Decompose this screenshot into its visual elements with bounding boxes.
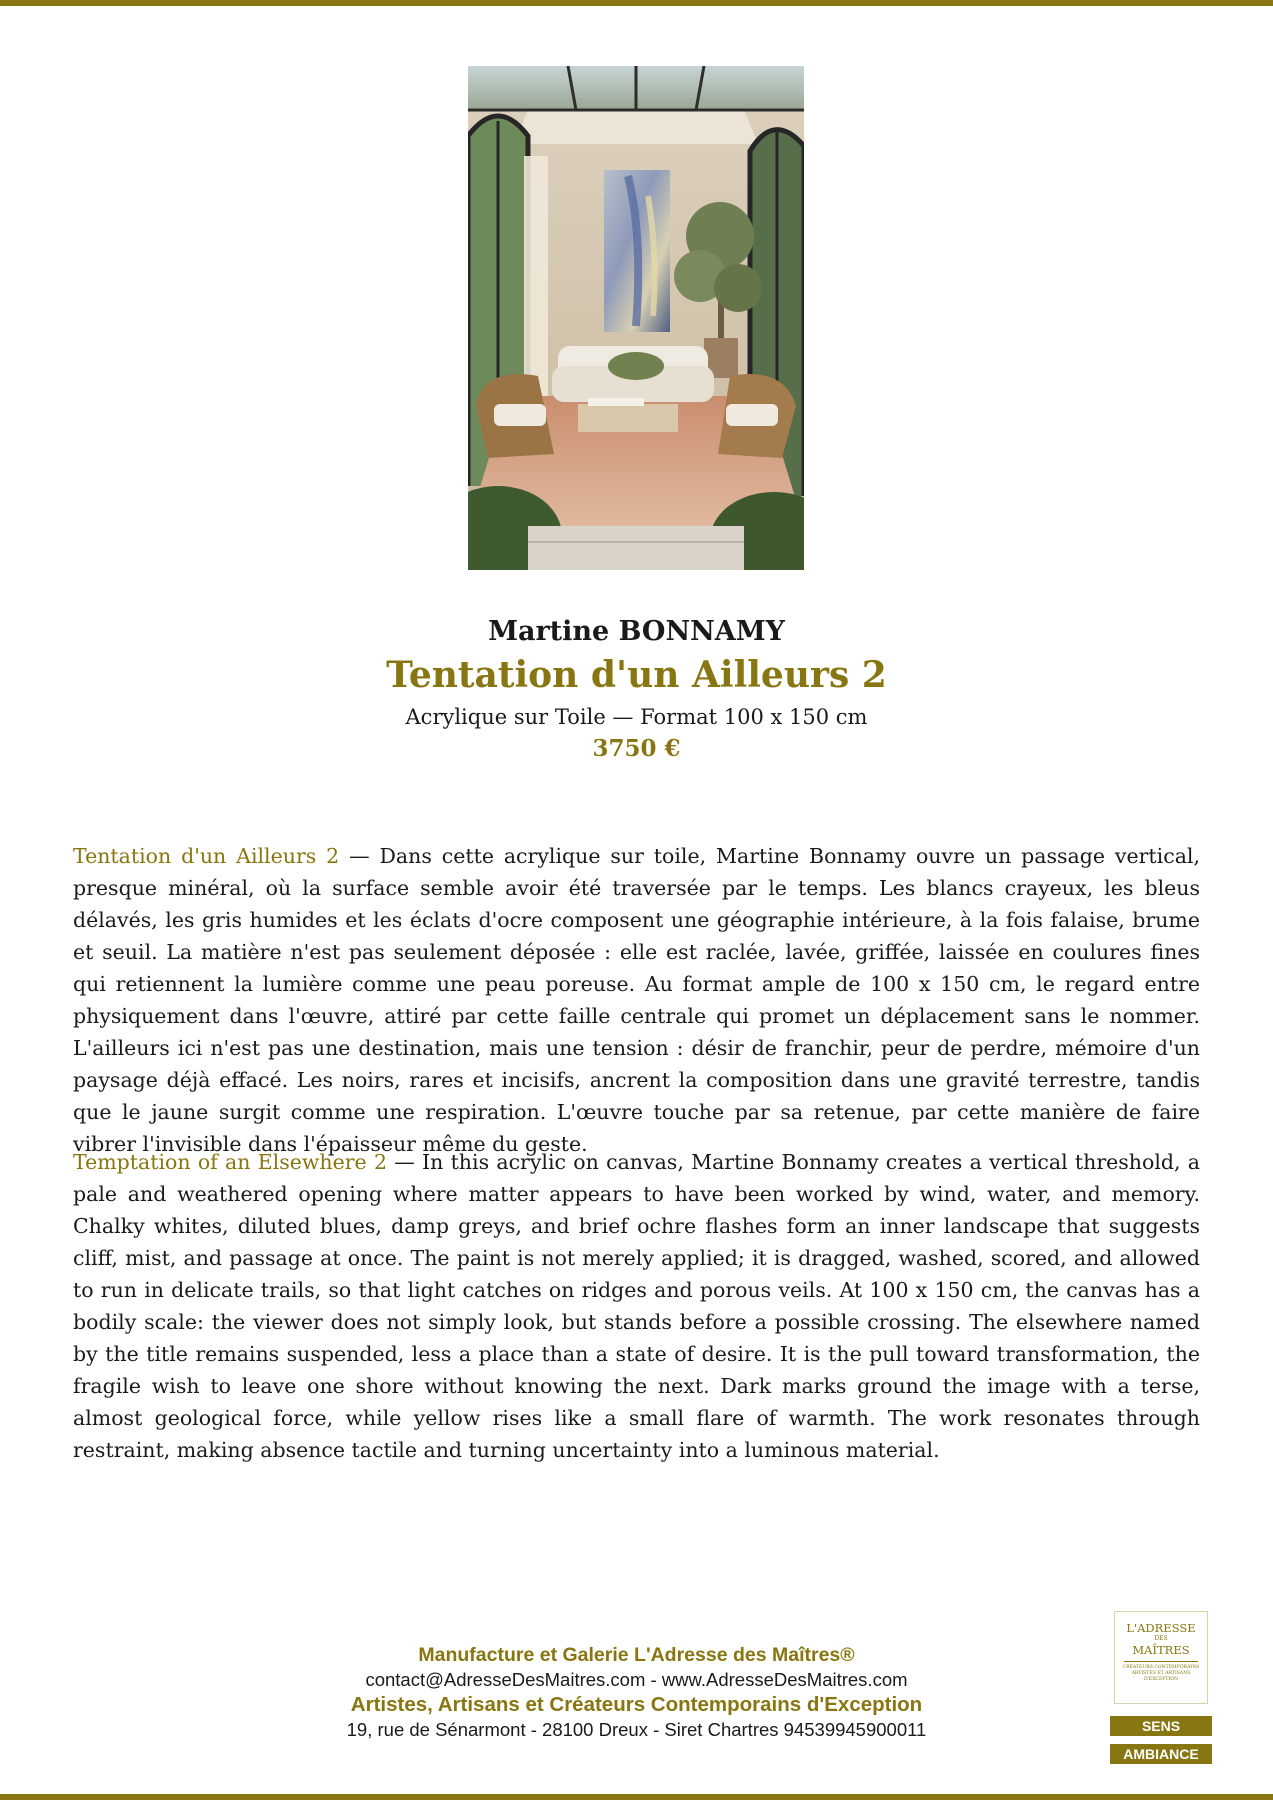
- artwork-price: 3750 €: [592, 735, 681, 762]
- artwork-image: [468, 66, 804, 570]
- logo-line-2: DES: [1154, 1635, 1168, 1642]
- logo-line-3: MAÎTRES: [1132, 1643, 1190, 1657]
- gallery-logo: [1114, 1611, 1208, 1704]
- top-accent-bar: [0, 0, 1273, 6]
- artwork-title: Tentation d'un Ailleurs 2: [386, 654, 887, 696]
- logo-divider: [1124, 1661, 1198, 1662]
- artwork-medium: Acrylique sur Toile — Format 100 x 150 cm: [405, 705, 868, 729]
- footer: [200, 1643, 1073, 1742]
- artwork-header: [0, 614, 1273, 764]
- footer-contact: contact@AdresseDesMaitres.com - www.AdresseDesMaitres.com: [365, 1669, 908, 1690]
- description-french-paragraph: [73, 840, 1200, 1160]
- description-english-paragraph: [73, 1146, 1200, 1466]
- logo-line-1: L'ADRESSE: [1126, 1621, 1196, 1635]
- ambiance-badge: AMBIANCE: [1110, 1744, 1212, 1764]
- footer-address: 19, rue de Sénarmont - 28100 Dreux - Siret Chartres 94539945900011: [346, 1719, 927, 1740]
- description-french-body: — Dans cette acrylique sur toile, Martine Bonnamy ouvre un passage vertical, presque minéral, où la surface semble avoir été traversée par le temps. Les blancs crayeux, les bleus délavés, les gris humides et les éclats d'ocre composent une géographie intérieure, à la fois falaise, brume et seuil. La matière n'est pas seulement déposée : elle est raclée, lavée, griffée, laissée en coulures fines qui retiennent la lumière comme une peau poreuse. Au format ample de 100 x 150 cm, le regard entre physiquement dans l'œuvre, attiré par cette faille centrale qui promet un déplacement sans le nommer. L'ailleurs ici n'est pas une destination, mais une tension : désir de franchir, peur de perdre, mémoire d'un paysage déjà effacé. Les noirs, rares et incisifs, ancrent la composition dans une gravité terrestre, tandis que le jaune surgit comme une respiration. L'œuvre touche par sa retenue, par cette manière de faire vibrer l'invisible dans l'épaisseur même du geste.: [73, 844, 1200, 1156]
- description-french-lead: Tentation d'un Ailleurs 2: [73, 844, 340, 868]
- artist-name: Martine BONNAMY: [488, 616, 785, 647]
- logo-line-4: CRÉATEURS CONTEMPORAINS ARTISTES ET ARTISANS D'EXCEPTION: [1122, 1665, 1200, 1682]
- bottom-accent-bar: [0, 1794, 1273, 1800]
- description-english: [73, 1146, 1200, 1466]
- description-french: [73, 840, 1200, 1160]
- description-english-lead: Temptation of an Elsewhere 2: [73, 1150, 387, 1174]
- artwork-interior-scene: [468, 66, 804, 570]
- description-english-body: — In this acrylic on canvas, Martine Bonnamy creates a vertical threshold, a pale and weathered opening where matter appears to have been worked by wind, water, and memory. Chalky whites, diluted blues, damp greys, and brief ochre flashes form an inner landscape that suggests cliff, mist, and passage at once. The paint is not merely applied; it is dragged, washed, scored, and allowed to run in delicate trails, so that light catches on ridges and porous veils. At 100 x 150 cm, the canvas has a bodily scale: the viewer does not simply look, but stands before a possible crossing. The elsewhere named by the title remains suspended, less a place than a state of desire. It is the pull toward transformation, the fragile wish to leave one shore without knowing the next. Dark marks ground the image with a terse, almost geological force, while yellow rises like a small flare of warmth. The work resonates through restraint, making absence tactile and turning uncertainty into a luminous material.: [73, 1150, 1200, 1462]
- footer-tagline: Artistes, Artisans et Créateurs Contemporains d'Exception: [350, 1693, 923, 1716]
- footer-gallery-name: Manufacture et Galerie L'Adresse des Maîtres®: [418, 1644, 855, 1666]
- sens-badge: SENS: [1110, 1716, 1212, 1736]
